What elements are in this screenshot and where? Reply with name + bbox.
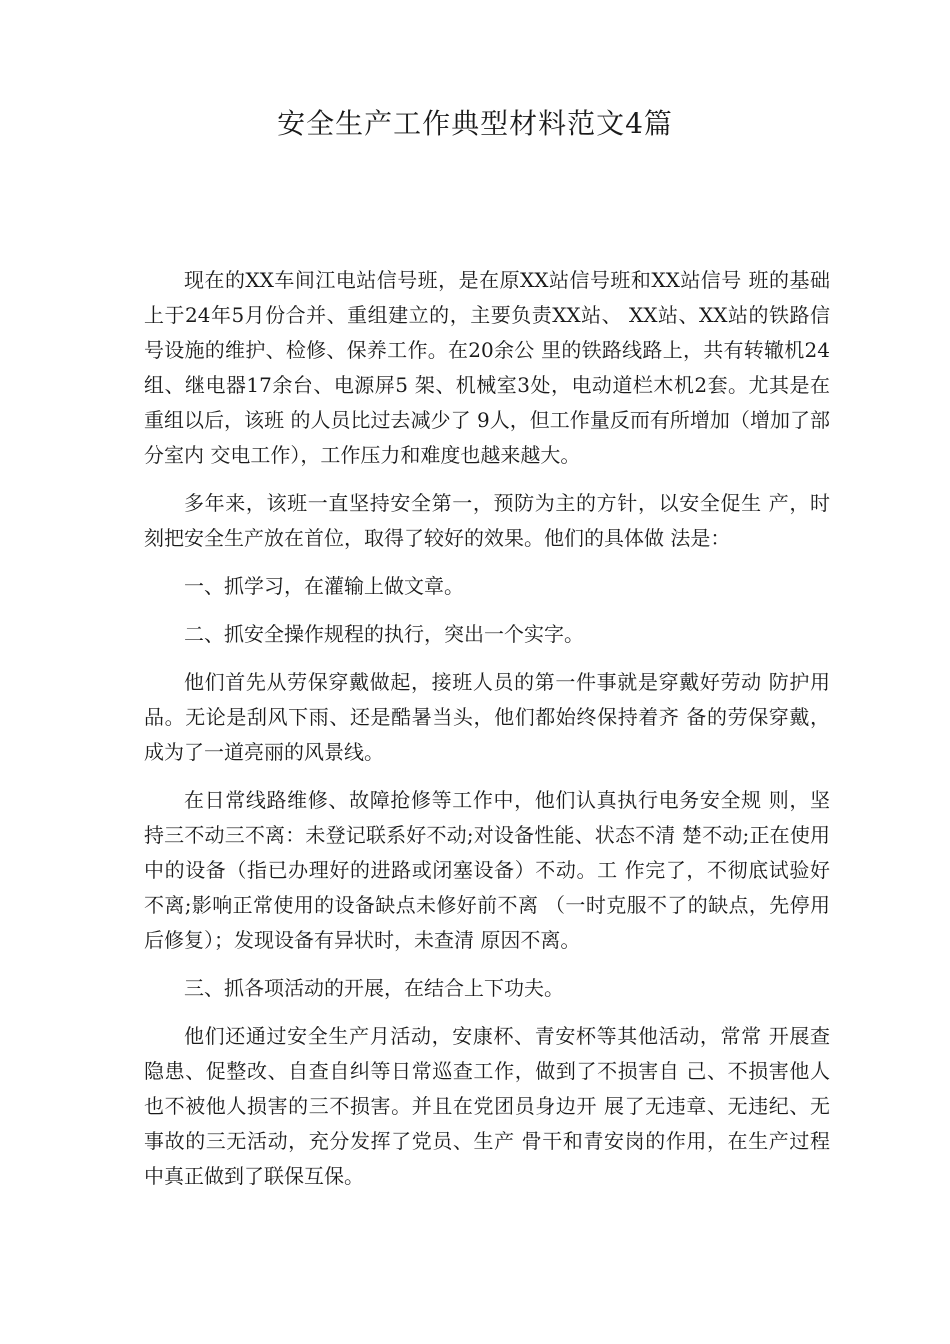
document-title: 安全生产工作典型材料范文4篇	[277, 107, 673, 140]
paragraph-4: 在日常线路维修、故障抢修等工作中，他们认真执行电务安全规 则，坚持三不动三不离：未登记联系好不动;对设备性能、状态不清 楚不动;正在使用中的设备（指已办理好的进路或闭塞设备）不动。工 作完了，不彻底试验好不离;影响正常使用的设备缺点未修好前不离 （一时克服不了的缺点，先停用后修复）；发现设备有异状时，未查清 原因不离。	[144, 788, 830, 952]
section-heading-3: 三、抓各项活动的开展，在结合上下功夫。	[184, 976, 564, 1000]
document-body	[144, 263, 830, 1207]
section-heading-2: 二、抓安全操作规程的执行，突出一个实字。	[184, 622, 584, 646]
paragraph-2: 多年来，该班一直坚持安全第一，预防为主的方针，以安全促生 产，时刻把安全生产放在首位，取得了较好的效果。他们的具体做 法是：	[144, 491, 830, 550]
paragraph-5: 他们还通过安全生产月活动，安康杯、青安杯等其他活动，常常 开展查隐患、促整改、自查自纠等日常巡查工作，做到了不损害自 己、不损害他人也不被他人损害的三不损害。并且在党团员身边开 展了无违章、无违纪、无事故的三无活动，充分发挥了党员、生产 骨干和青安岗的作用，在生产过程中真正做到了联保互保。	[144, 1024, 830, 1188]
paragraph-3: 他们首先从劳保穿戴做起，接班人员的第一件事就是穿戴好劳动 防护用品。无论是刮风下雨、还是酷暑当头，他们都始终保持着齐 备的劳保穿戴，成为了一道亮丽的风景线。	[144, 670, 830, 764]
section-heading-1: 一、抓学习，在灌输上做文章。	[184, 574, 464, 598]
paragraph-1: 现在的XX车间江电站信号班，是在原XX站信号班和XX站信号 班的基础上于24年5月份合并、重组建立的，主要负责XX站、 XX站、XX站的铁路信号设施的维护、检修、保养工作。在20余公 里的铁路线路上，共有转辙机24组、继电器17余台、电源屏5 架、机械室3处，电动道栏木机2套。尤其是在重组以后，该班 的人员比过去减少了 9人，但工作量反而有所增加（增加了部分室内 交电工作），工作压力和难度也越来越大。	[144, 268, 830, 467]
